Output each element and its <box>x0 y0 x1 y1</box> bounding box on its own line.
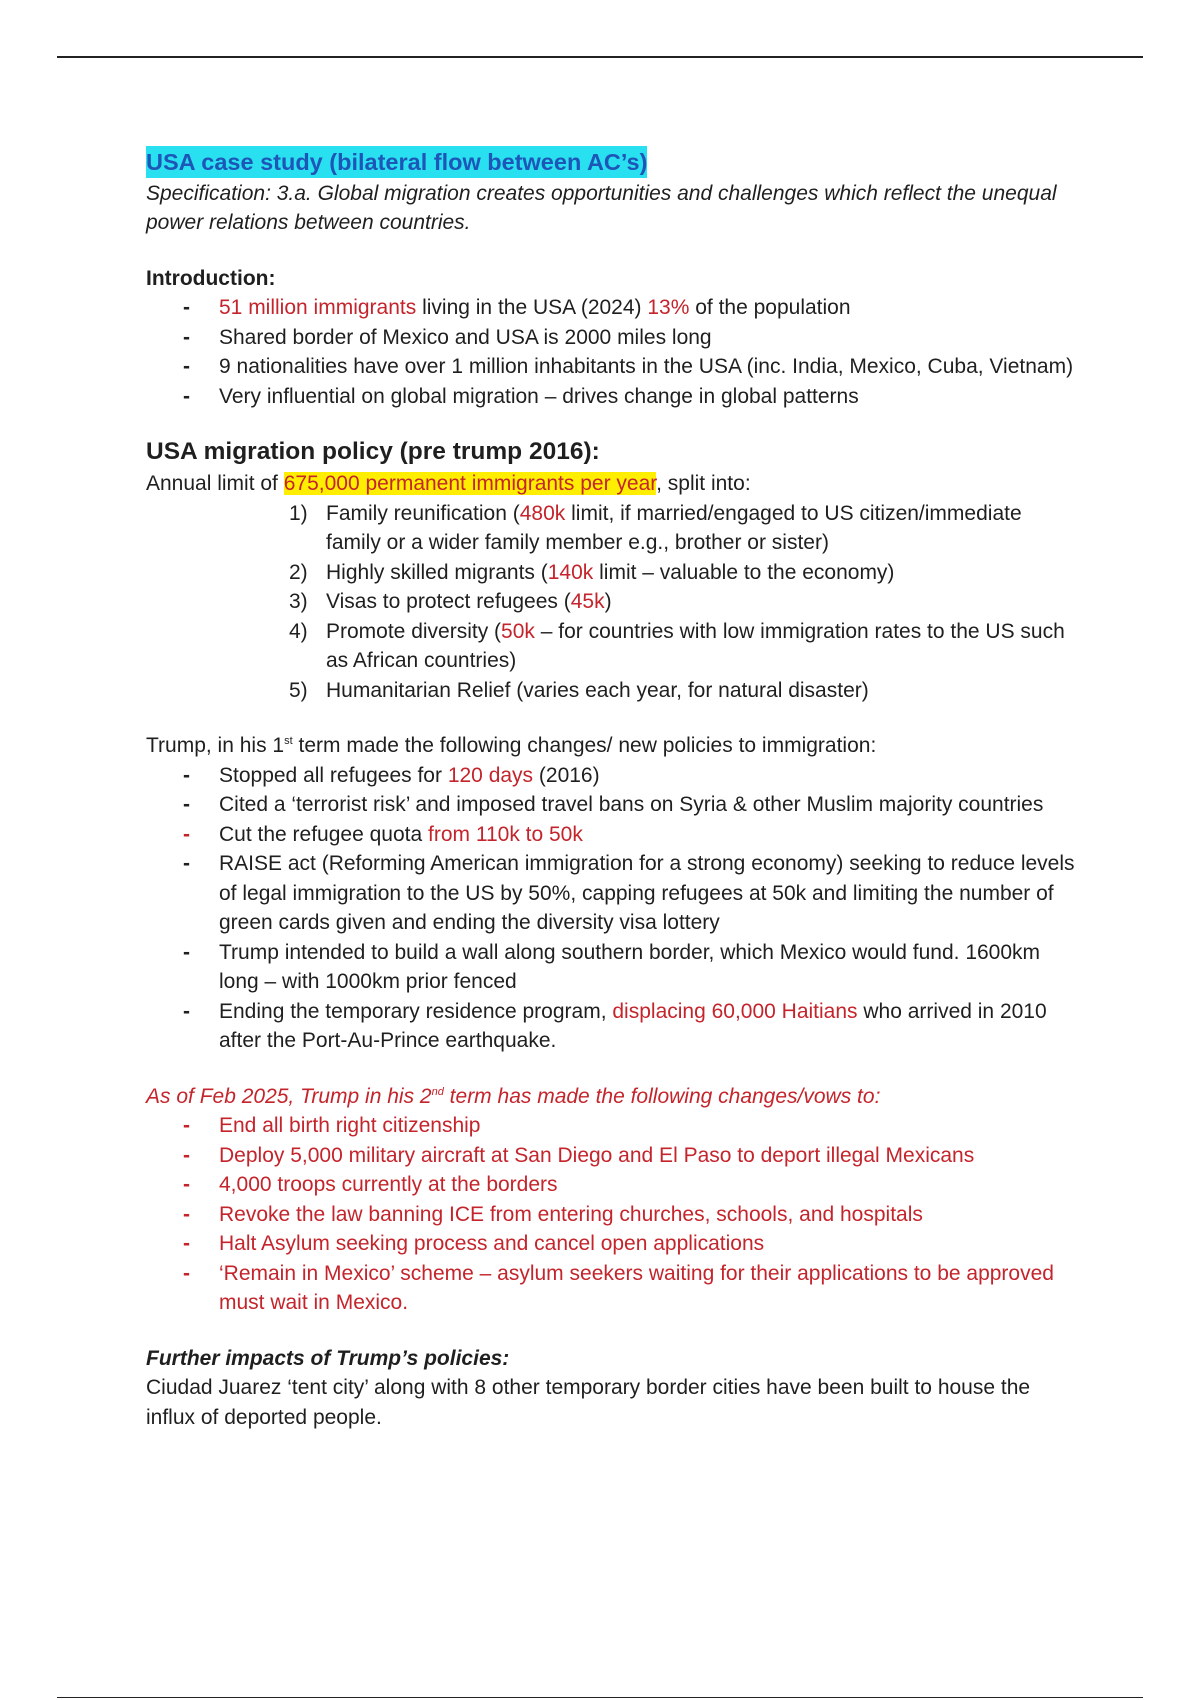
policy-split-list <box>146 499 1076 706</box>
further-impacts-text: Ciudad Juarez ‘tent city’ along with 8 other temporary border cities have been built to house the influx of deported people. <box>146 1376 1031 1429</box>
list-item: - Trump intended to build a wall along southern border, which Mexico would fund. 1600km long – with 1000km prior fenced <box>219 938 1076 997</box>
introduction-list <box>146 293 1076 411</box>
list-item: 1) Family reunification (480k limit, if married/engaged to US citizen/immediate family or a wider family member e.g., brother or sister) <box>289 501 1022 554</box>
first-term-intro: Trump, in his 1st term made the following changes/ new policies to immigration: <box>146 734 877 757</box>
list-item: 3) Visas to protect refugees (45k) <box>289 590 612 613</box>
further-impacts-heading: Further impacts of Trump’s policies: <box>146 1346 510 1370</box>
bottom-rule <box>57 1697 1143 1698</box>
list-item: - 9 nationalities have over 1 million inhabitants in the USA (inc. India, Mexico, Cuba, Vietnam) <box>219 352 1076 382</box>
list-item: - End all birth right citizenship <box>219 1111 1076 1141</box>
annual-limit-line: Annual limit of 675,000 permanent immigrants per year, split into: <box>146 472 751 495</box>
second-term-list <box>146 1111 1076 1318</box>
list-item: - Deploy 5,000 military aircraft at San Diego and El Paso to deport illegal Mexicans <box>219 1141 1076 1171</box>
first-term-list <box>146 761 1076 1056</box>
list-item: - Very influential on global migration – drives change in global patterns <box>219 382 1076 412</box>
list-item: - Stopped all refugees for 120 days (2016) <box>219 761 1076 791</box>
list-item: 5) Humanitarian Relief (varies each year, for natural disaster) <box>289 678 869 702</box>
document-body <box>146 146 1076 1432</box>
introduction-heading: Introduction: <box>146 266 276 290</box>
policy-heading: USA migration policy (pre trump 2016): <box>146 438 600 465</box>
top-rule <box>57 56 1143 58</box>
list-item: - RAISE act (Reforming American immigration for a strong economy) seeking to reduce levels of legal immigration to the US by 50%, capping refugees at 50k and limiting the number of green cards given and ending the diversity visa lottery <box>219 849 1076 938</box>
second-term-intro: As of Feb 2025, Trump in his 2nd term has made the following changes/vows to: <box>146 1084 881 1108</box>
list-item: - 4,000 troops currently at the borders <box>219 1170 1076 1200</box>
list-item: - Shared border of Mexico and USA is 2000 miles long <box>219 323 1076 353</box>
list-item: - ‘Remain in Mexico’ scheme – asylum seekers waiting for their applications to be approved must wait in Mexico. <box>219 1259 1076 1318</box>
list-item: - Halt Asylum seeking process and cancel open applications <box>219 1229 1076 1259</box>
list-item: 4) Promote diversity (50k – for countries with low immigration rates to the US such as African countries) <box>289 619 1065 672</box>
list-item: 2) Highly skilled migrants (140k limit – valuable to the economy) <box>289 560 895 584</box>
case-study-title: USA case study (bilateral flow between AC’s) <box>146 146 647 178</box>
annual-limit-value: 675,000 permanent immigrants per year <box>283 472 657 495</box>
list-item: - 51 million immigrants living in the USA (2024) 13% of the population <box>219 293 1076 323</box>
list-item: - Cut the refugee quota from 110k to 50k <box>219 820 1076 850</box>
list-item: - Ending the temporary residence program, displacing 60,000 Haitians who arrived in 2010 after the Port-Au-Prince earthquake. <box>219 997 1076 1056</box>
list-item: - Cited a ‘terrorist risk’ and imposed travel bans on Syria & other Muslim majority countries <box>219 790 1076 820</box>
list-item: - Revoke the law banning ICE from entering churches, schools, and hospitals <box>219 1200 1076 1230</box>
specification-text: Specification: 3.a. Global migration creates opportunities and challenges which reflect the unequal power relations between countries. <box>146 181 1057 234</box>
